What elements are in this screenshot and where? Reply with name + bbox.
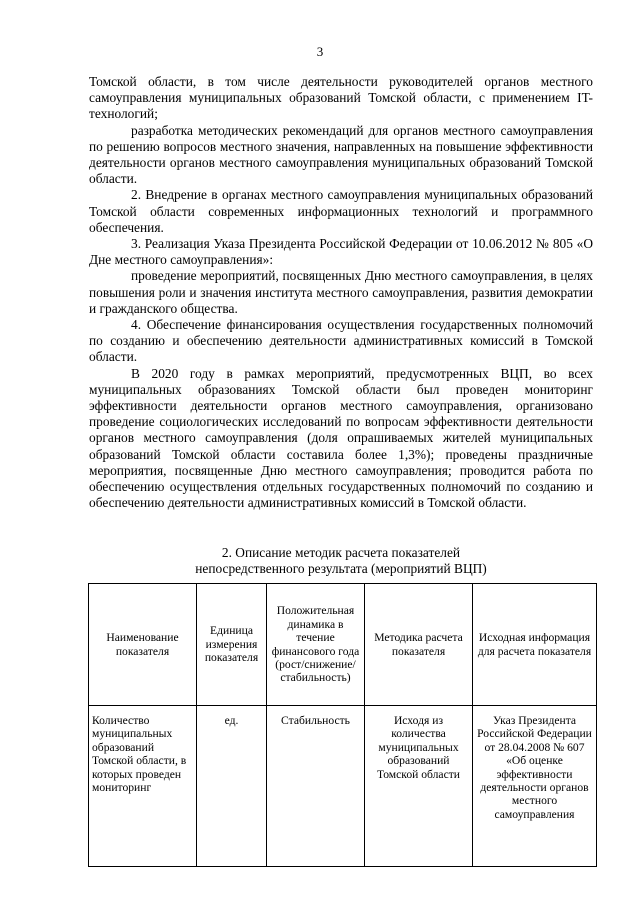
table-row xyxy=(89,706,597,867)
header-source-info: Исходная информация для расчета показателя xyxy=(473,584,597,706)
section-heading xyxy=(89,545,593,577)
paragraph: проведение мероприятий, посвященных Дню местного самоуправления, в целях повышения роли и значения института местного самоуправления, развития демократии и гражданского общества. xyxy=(89,268,593,316)
paragraph: В 2020 году в рамках мероприятий, предусмотренных ВЦП, во всех муниципальных образованиях Томской области был проведен мониторинг эффективности деятельности органов местного самоуправления, организовано проведение социологических исследований по вопросам эффективности деятельности органов местного самоуправления (доля опрашиваемых жителей муниципальных образований Томской области составила более 1,3%); проведены праздничные мероприятия, посвященные Дню местного самоуправления; проводится работа по обеспечению осуществления отдельных государственных полномочий по созданию и обеспечению деятельности административных комиссий в Томской области. xyxy=(89,365,593,511)
table-cell: ед. xyxy=(197,706,267,867)
paragraph: Томской области, в том числе деятельности руководителей органов местного самоуправления муниципальных образований Томской области, с применением IT-технологий; xyxy=(89,74,593,122)
section-heading-line: 2. Описание методик расчета показателей xyxy=(221,545,461,560)
paragraph: 3. Реализация Указа Президента Российской Федерации от 10.06.2012 № 805 «О Дне местного самоуправления»: xyxy=(89,236,593,268)
page-number: 3 xyxy=(316,44,324,59)
table-cell: Количество муниципальных образований Томской области, в которых проведен мониторинг xyxy=(89,706,197,867)
methods-table xyxy=(88,583,597,867)
paragraph: 4. Обеспечение финансирования осуществления государственных полномочий по созданию и обеспечению деятельности административных комиссий в Томской области. xyxy=(89,317,593,365)
section-heading-line: непосредственного результата (мероприятий ВЦП) xyxy=(195,561,487,577)
table-cell: Исходя из количества муниципальных образований Томской области xyxy=(365,706,473,867)
paragraph: разработка методических рекомендаций для органов местного самоуправления по решению вопросов местного значения, направленных на повышение эффективности деятельности органов местного самоуправления муниципальных образований Томской области. xyxy=(89,122,593,187)
header-method: Методика расчета показателя xyxy=(365,584,473,706)
table-header-row xyxy=(89,584,597,706)
header-indicator-name: Наименование показателя xyxy=(89,584,197,706)
header-unit: Единица измерения показателя xyxy=(197,584,267,706)
header-dynamics: Положительная динамика в течение финансового года (рост/снижение/ стабильность) xyxy=(267,584,365,706)
table-cell: Указ Президента Российской Федерации от 28.04.2008 № 607 «Об оценке эффективности деятельности органов местного самоуправления xyxy=(473,706,597,867)
body-text xyxy=(89,74,593,511)
paragraph: 2. Внедрение в органах местного самоуправления муниципальных образований Томской области современных информационных технологий и программного обеспечения. xyxy=(89,187,593,235)
table-cell: Стабильность xyxy=(267,706,365,867)
